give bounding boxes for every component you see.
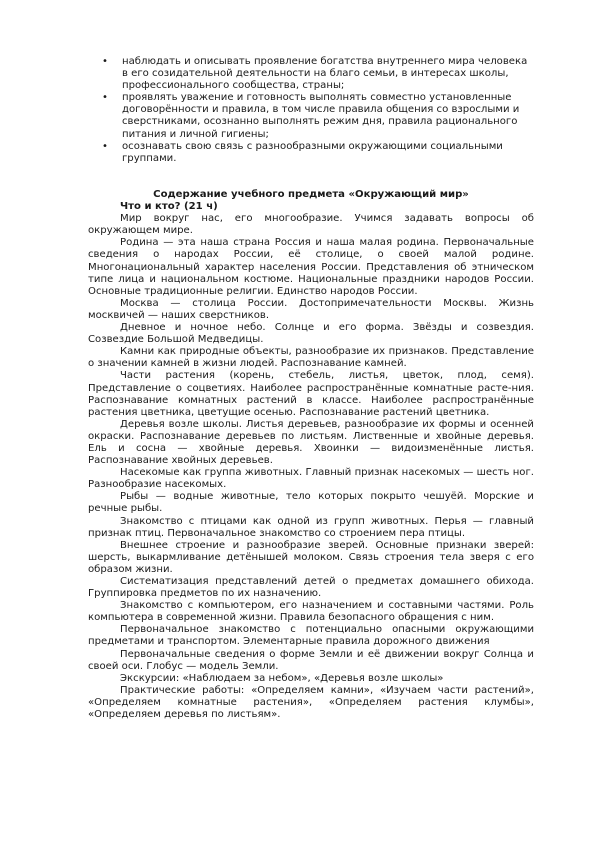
paragraph: Дневное и ночное небо. Солнце и его форма. Звёзды и созвездия. Созвездие Большой Медведицы.	[88, 322, 534, 346]
list-item-text: наблюдать и описывать проявление богатства внутреннего мира человека в его созидательной деятельности на благо семьи, в интересах школы, профессионального сообщества, страны;	[122, 56, 528, 92]
bullet-list	[102, 56, 532, 165]
section-content	[88, 189, 534, 721]
paragraph: Рыбы — водные животные, тело которых покрыто чешуёй. Морские и речные рыбы.	[88, 491, 534, 515]
bullet-icon: •	[102, 56, 108, 67]
paragraph: Камни как природные объекты, разнообразие их признаков. Представление о значении камней в жизни людей. Распознавание камней.	[88, 346, 534, 370]
paragraph: Знакомство с птицами как одной из групп животных. Перья — главный признак птиц. Первоначальное знакомство со строением пера птицы.	[88, 515, 534, 539]
section-heading: Содержание учебного предмета «Окружающий мир»	[153, 189, 469, 200]
list-item	[102, 141, 532, 165]
list-item-text: осознавать свою связь с разнообразными окружающими социальными группами.	[122, 140, 503, 164]
paragraph: Первоначальные сведения о форме Земли и её движении вокруг Солнца и своей оси. Глобус — модель Земли.	[88, 648, 534, 672]
paragraph: Практические работы: «Определяем камни», «Изучаем части растений», «Определяем комнатные растения», «Определяем растения клумбы», «Определяем деревья по листьям».	[88, 684, 534, 721]
paragraph: Первоначальное знакомство с потенциально опасными окружающими предметами и транспортом. Элементарные правила дорожного движения	[88, 624, 534, 648]
paragraph: Систематизация представлений детей о предметах домашнего обихода. Группировка предметов по их назначению.	[88, 576, 534, 600]
paragraph: Внешнее строение и разнообразие зверей. Основные признаки зверей: шерсть, выкармливание детёнышей молоком. Связь строения тела зверя с его образом жизни.	[88, 539, 534, 575]
paragraph: Москва — столица России. Достопримечательности Москвы. Жизнь москвичей — наших сверстников.	[88, 297, 534, 321]
paragraph: Насекомые как группа животных. Главный признак насекомых — шесть ног. Разнообразие насекомых.	[88, 467, 534, 491]
list-item	[102, 92, 532, 140]
bullet-icon: •	[102, 92, 108, 104]
list-item-text: проявлять уважение и готовность выполнять совместно установленные договорённости и правила, в том числе правила общения со взрослыми и сверстниками, осознанно выполнять режим дня, правила рационального питания и личной гигиены;	[122, 92, 520, 140]
paragraph: Части растения (корень, стебель, листья, цветок, плод, семя). Представление о соцветиях. Наиболее распространённые комнатные расте-ния. Распознавание комнатных растений в классе. Наиболее распространённые растения цветника, цветущие осенью. Распознавание растений цветника.	[88, 370, 534, 418]
paragraph: Мир вокруг нас, его многообразие. Учимся задавать вопросы об окружающем мире.	[88, 213, 534, 237]
list-item	[102, 56, 532, 92]
paragraph: Родина — эта наша страна Россия и наша малая родина. Первоначальные сведения о народах России, её столице, о своей малой родине. Многонациональный характер населения России. Представления об этническом типе лица и национальном костюме. Национальные праздники народов России. Основные традиционные религии. Единство народов России.	[88, 237, 534, 297]
bullet-icon: •	[102, 140, 108, 152]
paragraph: Знакомство с компьютером, его назначением и составными частями. Роль компьютера в современной жизни. Правила безопасного обращения с ним.	[88, 600, 534, 624]
section-subheading: Что и кто? (21 ч)	[120, 201, 218, 213]
paragraph: Деревья возле школы. Листья деревьев, разнообразие их формы и осенней окраски. Распознавание деревьев по листьям. Лиственные и хвойные деревья. Ель и сосна — хвойные деревья. Хвоинки — видоизменённые листья. Распознавание хвойных деревьев.	[88, 418, 534, 467]
paragraph: Экскурсии: «Наблюдаем за небом», «Деревья возле школы»	[120, 672, 444, 684]
